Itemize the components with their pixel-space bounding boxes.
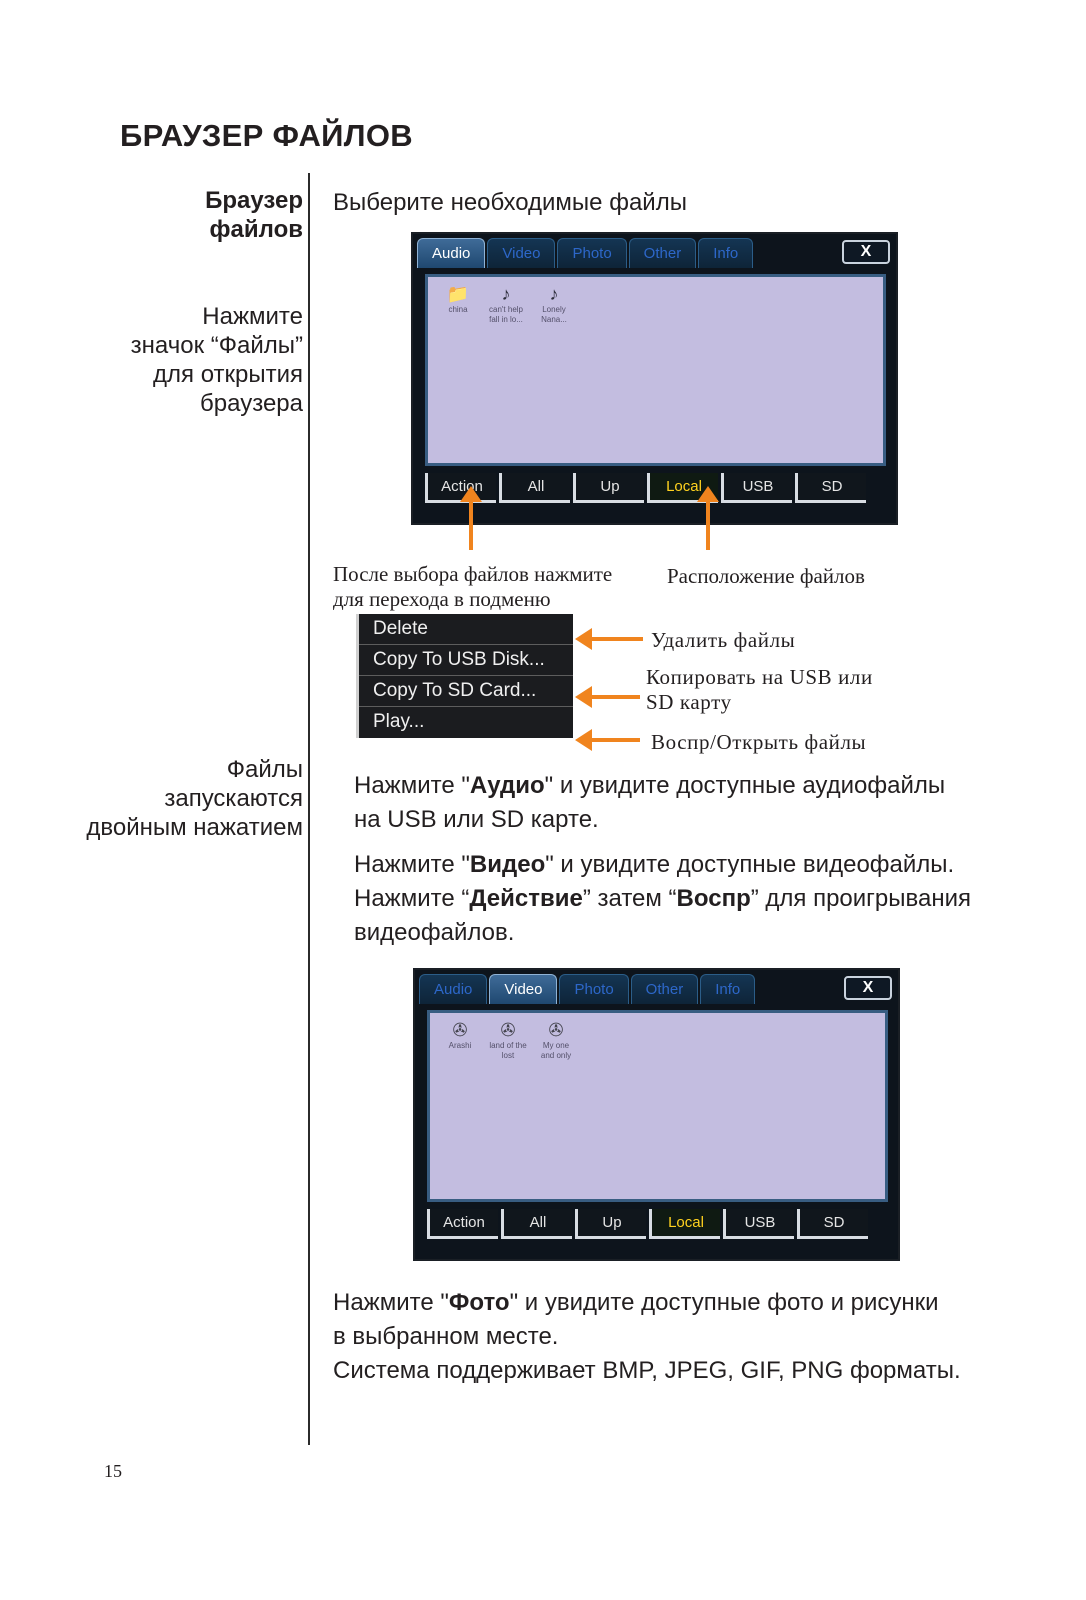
- sidebar-note-line: запускаются: [164, 785, 303, 812]
- file-list: [440, 1019, 576, 1061]
- local-button[interactable]: Local: [649, 1209, 720, 1239]
- arrow-up-action: [469, 500, 473, 550]
- film-reel-icon: ✇: [548, 1020, 564, 1040]
- file-item[interactable]: [440, 1019, 480, 1061]
- bold-term: Видео: [469, 851, 546, 878]
- file-name: can't help fall in lo...: [489, 305, 523, 324]
- text-span: Нажмите ": [333, 1289, 449, 1316]
- text-span: " и увидите доступные видеофайлы.: [545, 851, 955, 878]
- paragraph-audio: [354, 769, 945, 837]
- arrowhead-icon: [575, 686, 592, 708]
- text-span: Нажмите “: [354, 885, 470, 912]
- text-span: ” затем “: [582, 885, 677, 912]
- tab-other[interactable]: Other: [631, 974, 699, 1004]
- caption-line: После выбора файлов нажмите: [333, 562, 613, 586]
- up-button[interactable]: Up: [573, 473, 644, 503]
- tab-other[interactable]: Other: [629, 238, 697, 268]
- label-copy-line: Копировать на USB или: [646, 665, 873, 689]
- menu-item-play[interactable]: Play...: [373, 711, 425, 732]
- file-item[interactable]: [536, 1019, 576, 1061]
- label-copy: [646, 665, 873, 715]
- all-button[interactable]: All: [499, 473, 570, 503]
- file-name: Arashi: [448, 1041, 472, 1050]
- bold-term: Аудио: [469, 772, 545, 799]
- paragraph-line: на USB или SD карте.: [354, 806, 599, 833]
- music-note-icon: ♪: [549, 284, 559, 304]
- file-list: [438, 283, 574, 325]
- context-menu: [356, 614, 573, 738]
- text-span: Нажмите ": [354, 772, 470, 799]
- film-reel-icon: ✇: [500, 1020, 516, 1040]
- file-browser-video: [413, 968, 900, 1261]
- menu-item-delete[interactable]: Delete: [359, 614, 573, 645]
- menu-item-copy-sd[interactable]: Copy To SD Card...: [359, 676, 573, 707]
- file-name: My one and only: [540, 1041, 572, 1060]
- sidebar-note-line: для открытия: [153, 361, 303, 388]
- file-item[interactable]: [486, 283, 526, 325]
- close-button[interactable]: X: [844, 976, 892, 1000]
- paragraph-line: Система поддерживает BMP, JPEG, GIF, PNG форматы.: [333, 1357, 961, 1384]
- file-pane: [427, 1010, 888, 1202]
- text-span: " и увидите доступные аудиофайлы: [544, 772, 946, 799]
- sidebar-heading: [205, 186, 303, 244]
- sd-button[interactable]: SD: [795, 473, 866, 503]
- bold-term: Воспр: [676, 885, 751, 912]
- column-divider: [308, 173, 310, 1445]
- arrowhead-icon: [697, 486, 719, 502]
- file-item[interactable]: [534, 283, 574, 325]
- arrow-up-local: [706, 500, 710, 550]
- tab-video[interactable]: Video: [489, 974, 557, 1004]
- bold-term: Действие: [469, 885, 583, 912]
- sidebar-note-launch: [86, 755, 303, 842]
- arrowhead-icon: [575, 628, 592, 650]
- label-copy-line: SD карту: [646, 690, 732, 714]
- intro-text: Выберите необходимые файлы: [333, 189, 687, 216]
- all-button[interactable]: All: [501, 1209, 572, 1239]
- file-browser-audio: [411, 232, 898, 525]
- caption-location: Расположение файлов: [667, 564, 865, 588]
- button-row: [427, 1209, 871, 1239]
- text-span: ” для проигрывания: [750, 885, 971, 912]
- sidebar-heading-line: файлов: [209, 216, 303, 243]
- tab-video[interactable]: Video: [487, 238, 555, 268]
- text-span: " и увидите доступные фото и рисунки: [509, 1289, 939, 1316]
- sidebar-heading-line: Браузер: [205, 187, 303, 214]
- local-button[interactable]: Local: [647, 473, 718, 503]
- page-title: БРАУЗЕР ФАЙЛОВ: [120, 118, 413, 153]
- paragraph-line: [354, 848, 971, 882]
- paragraph-line: в выбранном месте.: [333, 1323, 559, 1350]
- file-item[interactable]: [438, 283, 478, 325]
- usb-button[interactable]: USB: [723, 1209, 794, 1239]
- label-delete: Удалить файлы: [651, 628, 796, 652]
- text-span: Нажмите ": [354, 851, 470, 878]
- arrowhead-icon: [460, 486, 482, 502]
- file-item[interactable]: [488, 1019, 528, 1061]
- paragraph-photo: [333, 1286, 961, 1388]
- arrowhead-icon: [575, 729, 592, 751]
- sd-button[interactable]: SD: [797, 1209, 868, 1239]
- tab-photo[interactable]: Photo: [557, 238, 626, 268]
- action-button[interactable]: Action: [425, 473, 496, 503]
- menu-item-copy-usb[interactable]: Copy To USB Disk...: [359, 645, 573, 676]
- tab-photo[interactable]: Photo: [559, 974, 628, 1004]
- paragraph-line: [354, 769, 945, 803]
- paragraph-line: [333, 1286, 961, 1320]
- sidebar-note-line: браузера: [200, 390, 303, 417]
- tab-audio[interactable]: Audio: [417, 238, 485, 268]
- button-row: [425, 473, 869, 503]
- folder-icon: 📁: [446, 284, 470, 304]
- file-pane: [425, 274, 886, 466]
- sidebar-note-line: двойным нажатием: [86, 814, 303, 841]
- file-name: Lonely Nana...: [541, 305, 567, 324]
- tab-bar: [419, 974, 757, 1008]
- arrow-left-delete: [590, 637, 643, 641]
- paragraph-line: видеофайлов.: [354, 919, 515, 946]
- tab-audio[interactable]: Audio: [419, 974, 487, 1004]
- film-reel-icon: ✇: [452, 1020, 468, 1040]
- label-play: Воспр/Открыть файлы: [651, 730, 867, 754]
- music-note-icon: ♪: [501, 284, 511, 304]
- arrow-left-copy: [590, 695, 640, 699]
- page-number: 15: [104, 1461, 122, 1481]
- paragraph-line: [354, 882, 971, 916]
- usb-button[interactable]: USB: [721, 473, 792, 503]
- action-button[interactable]: Action: [427, 1209, 498, 1239]
- file-name: china: [448, 305, 468, 314]
- sidebar-note-line: Нажмите: [202, 303, 303, 330]
- tab-bar: [417, 238, 755, 272]
- file-name: land of the lost: [489, 1041, 527, 1060]
- up-button[interactable]: Up: [575, 1209, 646, 1239]
- sidebar-note-line: Файлы: [226, 756, 303, 783]
- close-button[interactable]: X: [842, 240, 890, 264]
- tab-info[interactable]: Info: [698, 238, 753, 268]
- arrow-left-play: [590, 738, 640, 742]
- bold-term: Фото: [448, 1289, 510, 1316]
- tab-info[interactable]: Info: [700, 974, 755, 1004]
- caption-action: [333, 562, 612, 612]
- sidebar-note-line: значок “Файлы”: [130, 332, 303, 359]
- caption-line: для перехода в подменю: [333, 587, 551, 611]
- paragraph-video: [354, 848, 971, 950]
- sidebar-note-open: [131, 302, 303, 418]
